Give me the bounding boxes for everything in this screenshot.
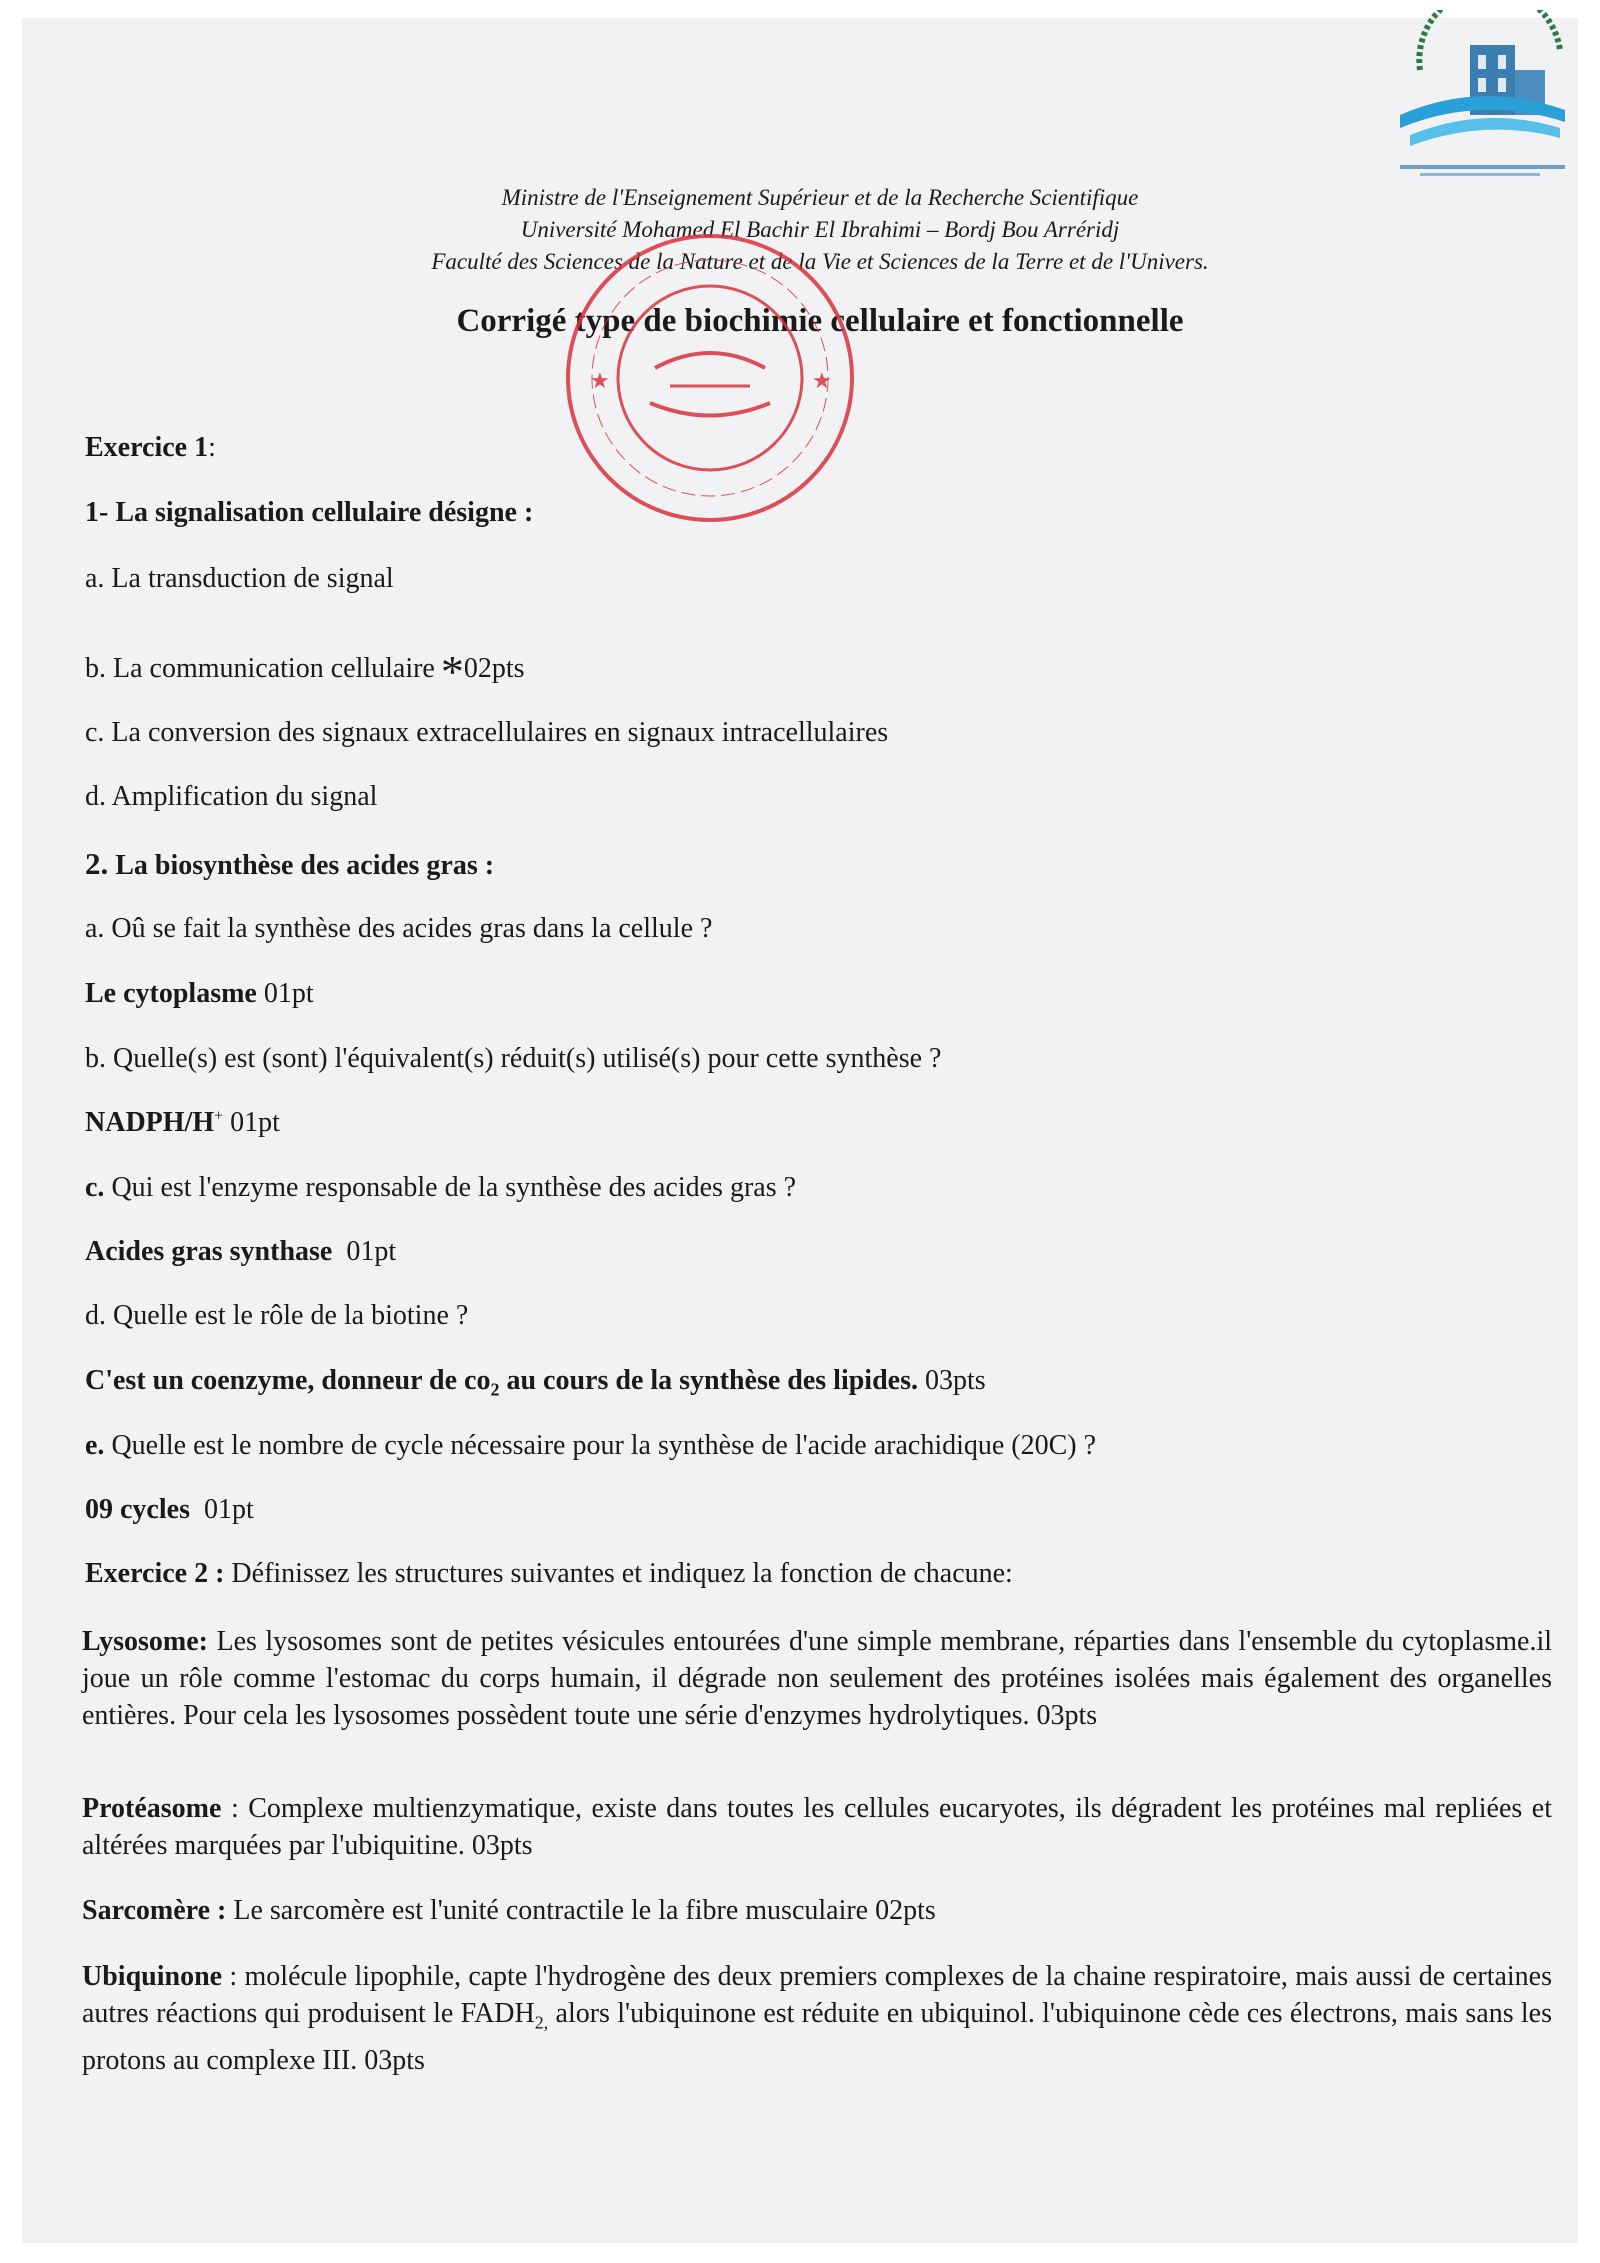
answer-2d: C'est un coenzyme, donneur de $co_2$ au cours de la synthèse des lipides. 03pts <box>85 1365 986 1400</box>
exercise-2-heading: Exercice 2 : Définissez les structures suivantes et indiquez la fonction de chacune: <box>85 1558 1013 1589</box>
ubiquinone-definition: Ubiquinone : molécule lipophile, capte l'hydrogène des deux premiers complexes de la chaine respiratoire, mais aussi de certaines autres réactions qui produisent le $FADH_{2,}$ alors l'ubiquinone est réduite en ubiquinol. l'ubiquinone cède ces électrons, mais sans les protons au complexe III. 03pts <box>82 1961 1553 2076</box>
answer-2b: NADPH/H+ 01pt <box>85 1107 280 1138</box>
answer-mark-icon: * <box>440 646 464 697</box>
option-1a: a. La transduction de signal <box>85 563 394 594</box>
answer-2e: 09 cycles 01pt <box>85 1494 254 1525</box>
question-2-title: 2. La biosynthèse des acides gras : <box>85 846 495 881</box>
proteasome-definition: Protéasome : Complexe multienzymatique, existe dans toutes les cellules eucaryotes, ils dégradent les protéines mal repliées et altérées marquées par l'ubiquitine. 03pts <box>82 1793 1552 1861</box>
option-1b: b. La communication cellulaire *02pts <box>85 646 525 697</box>
question-2e: e. Quelle est le nombre de cycle nécessaire pour la synthèse de l'acide arachidique (20C) ? <box>85 1430 1097 1461</box>
question-1-title: 1- La signalisation cellulaire désigne : <box>85 497 534 528</box>
question-2a: a. Oû se fait la synthèse des acides gras dans la cellule ? <box>85 913 713 944</box>
question-2d: d. Quelle est le rôle de la biotine ? <box>85 1300 469 1331</box>
university-line: Université Mohamed El Bachir El Ibrahimi – Bordj Bou Arréridj <box>520 217 1120 242</box>
document-title: Corrigé type de biochimie cellulaire et fonctionnelle <box>456 303 1184 339</box>
sarcomere-definition: Sarcomère : Le sarcomère est l'unité contractile le la fibre musculaire 02pts <box>82 1895 936 1926</box>
faculty-seal-stamp <box>560 228 860 528</box>
option-1c: c. La conversion des signaux extracellulaires en signaux intracellulaires <box>85 717 889 748</box>
option-1d: d. Amplification du signal <box>85 781 378 812</box>
question-2c: c. Qui est l'enzyme responsable de la synthèse des acides gras ? <box>85 1172 797 1203</box>
faculty-line: Faculté des Sciences de la Nature et de la Vie et Sciences de la Terre et de l'Univers. <box>431 249 1209 274</box>
answer-2a: Le cytoplasme 01pt <box>85 978 314 1009</box>
exercise-1-heading: Exercice 1: <box>85 432 216 463</box>
answer-2c: Acides gras synthase 01pt <box>85 1236 397 1267</box>
points-badge: 02pts <box>463 653 525 684</box>
university-building-logo <box>1390 10 1575 195</box>
question-2b: b. Quelle(s) est (sont) l'équivalent(s) réduit(s) utilisé(s) pour cette synthèse ? <box>85 1043 942 1074</box>
svg-text:★: ★ <box>812 369 832 394</box>
lysosome-definition: Lysosome: Les lysosomes sont de petites vésicules entourées d'une simple membrane, réparties dans l'ensemble du cytoplasme.il joue un rôle comme l'estomac du corps humain, il dégrade non seulement des protéines isolées mais également des organelles entières. Pour cela les lysosomes possèdent toute une série d'enzymes hydrolytiques. 03pts <box>82 1626 1552 1731</box>
svg-text:★: ★ <box>590 369 610 394</box>
ministry-line: Ministre de l'Enseignement Supérieur et de la Recherche Scientifique <box>501 185 1139 210</box>
